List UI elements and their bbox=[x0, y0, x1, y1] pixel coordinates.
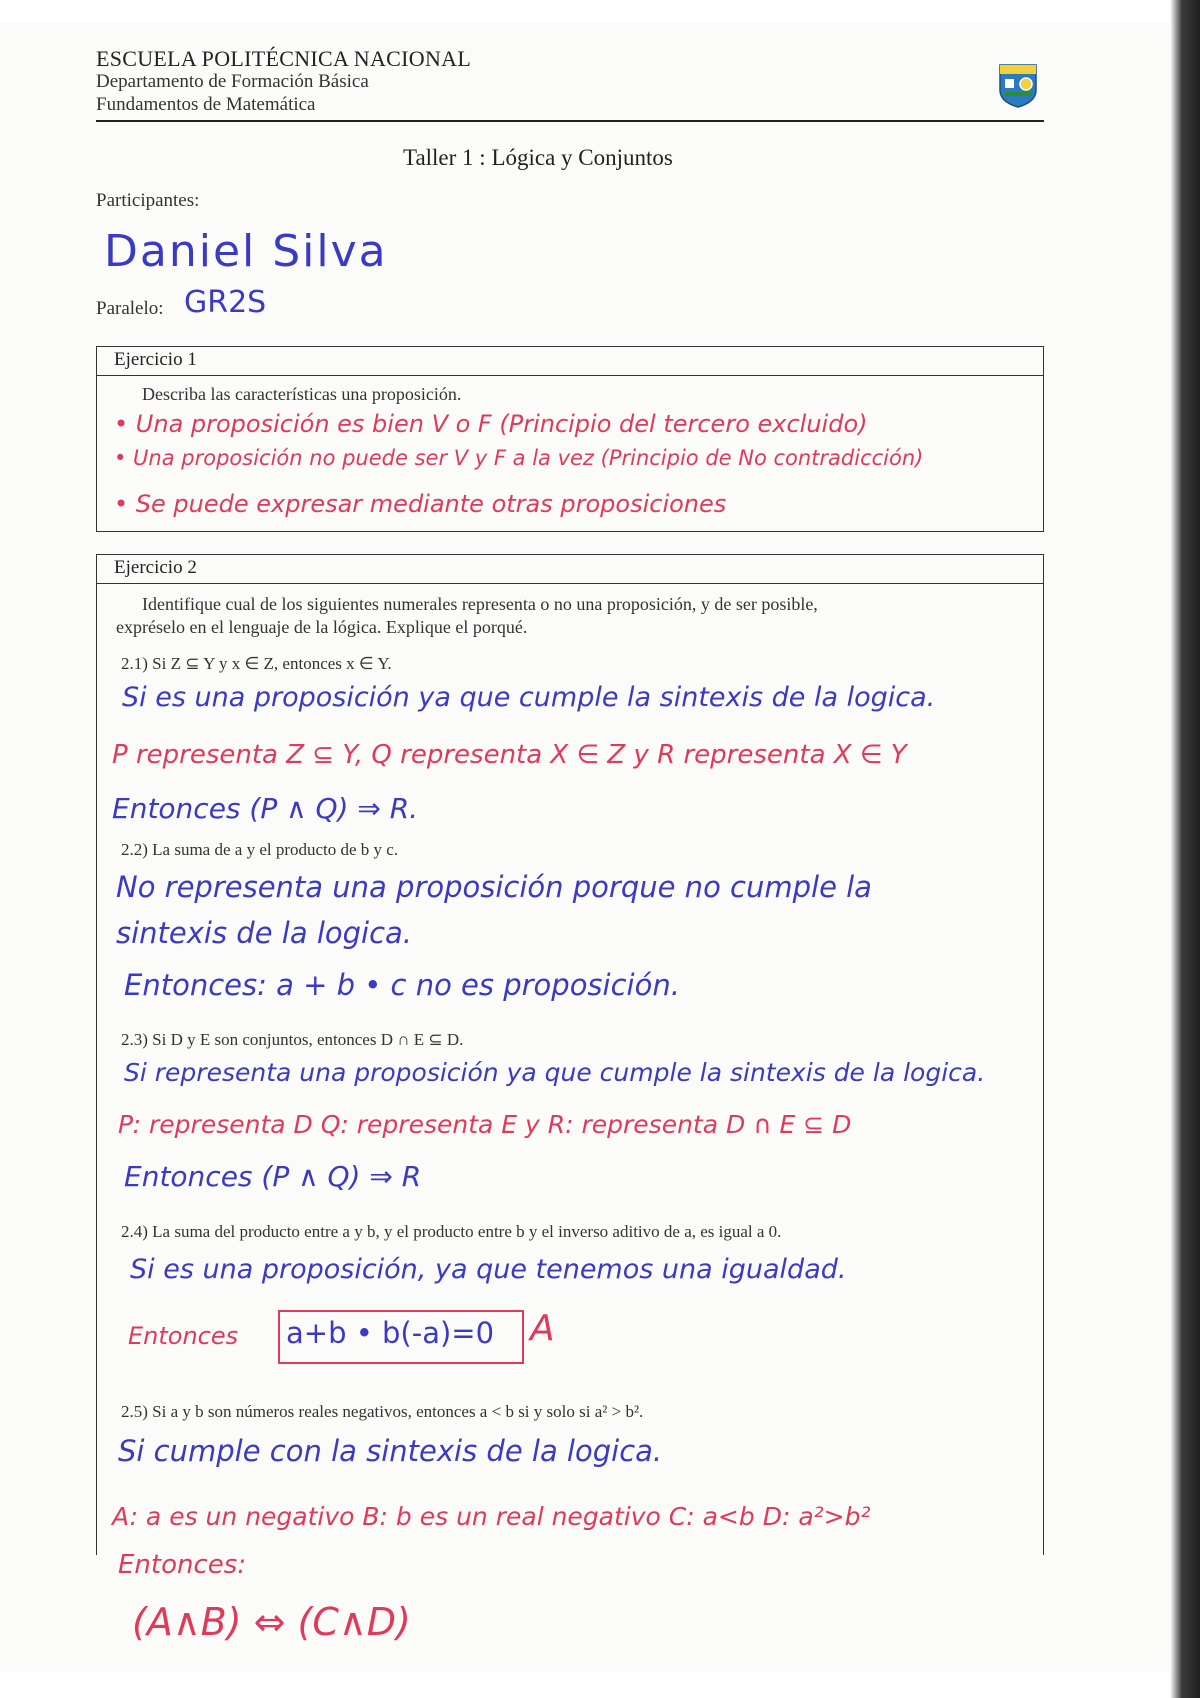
scan-edge-shadow bbox=[1170, 0, 1200, 1698]
header-rule bbox=[96, 120, 1044, 122]
worksheet-title: Taller 1 : Lógica y Conjuntos bbox=[403, 145, 673, 170]
item-2-3-detail: P: representa D Q: representa E y R: representa D ∩ E ⊆ D bbox=[118, 1110, 852, 1139]
exercise-2-prompt-line-2: expréselo en el lenguaje de la lógica. Explique el porqué. bbox=[116, 617, 528, 637]
exercise-2-header bbox=[97, 555, 1043, 584]
item-2-2-conclusion: Entonces: a + b • c no es proposición. bbox=[124, 968, 680, 1002]
exercise-1-answer-1: • Una proposición es bien V o F (Principio del tercero excluido) bbox=[114, 410, 868, 438]
exercise-1-heading: Ejercicio 1 bbox=[114, 349, 197, 370]
paralelo-label: Paralelo: bbox=[96, 298, 164, 319]
item-2-2-answer-line-2: sintexis de la logica. bbox=[116, 916, 413, 950]
item-2-3-conclusion: Entonces (P ∧ Q) ⇒ R bbox=[124, 1160, 422, 1193]
exercise-2-prompt-line-1: Identifique cual de los siguientes numerales representa o no una proposición, y de ser posible, bbox=[142, 594, 818, 614]
institution-name: ESCUELA POLITÉCNICA NACIONAL bbox=[96, 46, 472, 71]
exercise-1-prompt: Describa las características una proposición. bbox=[142, 384, 462, 404]
item-2-4-conclusion-label: Entonces bbox=[128, 1322, 239, 1350]
participants-label: Participantes: bbox=[96, 190, 200, 211]
item-2-2-answer-line-1: No representa una proposición porque no cumple la bbox=[116, 870, 872, 904]
item-2-4-formula: a+b • b(-a)=0 bbox=[286, 1316, 495, 1350]
item-2-5-statement: 2.5) Si a y b son números reales negativos, entonces a < b si y solo si a² > b². bbox=[121, 1402, 644, 1421]
item-2-5-conclusion-label: Entonces: bbox=[118, 1550, 247, 1580]
institution-logo-icon bbox=[997, 62, 1039, 108]
item-2-3-answer: Si representa una proposición ya que cumple la sintexis de la logica. bbox=[124, 1058, 986, 1087]
item-2-5-answer: Si cumple con la sintexis de la logica. bbox=[118, 1434, 663, 1468]
item-2-5-detail: A: a es un negativo B: b es un real negativo C: a<b D: a²>b² bbox=[112, 1502, 871, 1531]
participant-name: Daniel Silva bbox=[104, 226, 388, 277]
item-2-2-statement: 2.2) La suma de a y el producto de b y c. bbox=[121, 840, 399, 859]
exercise-1-answer-3: • Se puede expresar mediante otras proposiciones bbox=[114, 490, 727, 518]
item-2-1-detail: P representa Z ⊆ Y, Q representa X ∈ Z y R representa X ∈ Y bbox=[112, 740, 907, 770]
item-2-4-answer: Si es una proposición, ya que tenemos una igualdad. bbox=[130, 1254, 847, 1285]
item-2-1-statement: 2.1) Si Z ⊆ Y y x ∈ Z, entonces x ∈ Y. bbox=[121, 654, 392, 673]
course-name: Fundamentos de Matemática bbox=[96, 94, 316, 115]
exercise-1-answer-2: • Una proposición no puede ser V y F a la vez (Principio de No contradicción) bbox=[114, 446, 924, 470]
department-name: Departamento de Formación Básica bbox=[96, 71, 369, 92]
item-2-1-conclusion: Entonces (P ∧ Q) ⇒ R. bbox=[112, 792, 419, 825]
item-2-3-statement: 2.3) Si D y E son conjuntos, entonces D ∩ E ⊆ D. bbox=[121, 1030, 464, 1049]
item-2-1-answer: Si es una proposición ya que cumple la sintexis de la logica. bbox=[122, 682, 936, 713]
exercise-2-heading: Ejercicio 2 bbox=[114, 557, 197, 578]
item-2-5-formula: (A∧B) ⇔ (C∧D) bbox=[132, 1600, 411, 1644]
item-2-4-formula-tag: A bbox=[530, 1308, 555, 1349]
item-2-4-statement: 2.4) La suma del producto entre a y b, y el producto entre b y el inverso aditivo de a, es igual a 0. bbox=[121, 1222, 782, 1241]
paralelo-value: GR2S bbox=[184, 285, 267, 320]
exercise-1-header bbox=[97, 347, 1043, 376]
